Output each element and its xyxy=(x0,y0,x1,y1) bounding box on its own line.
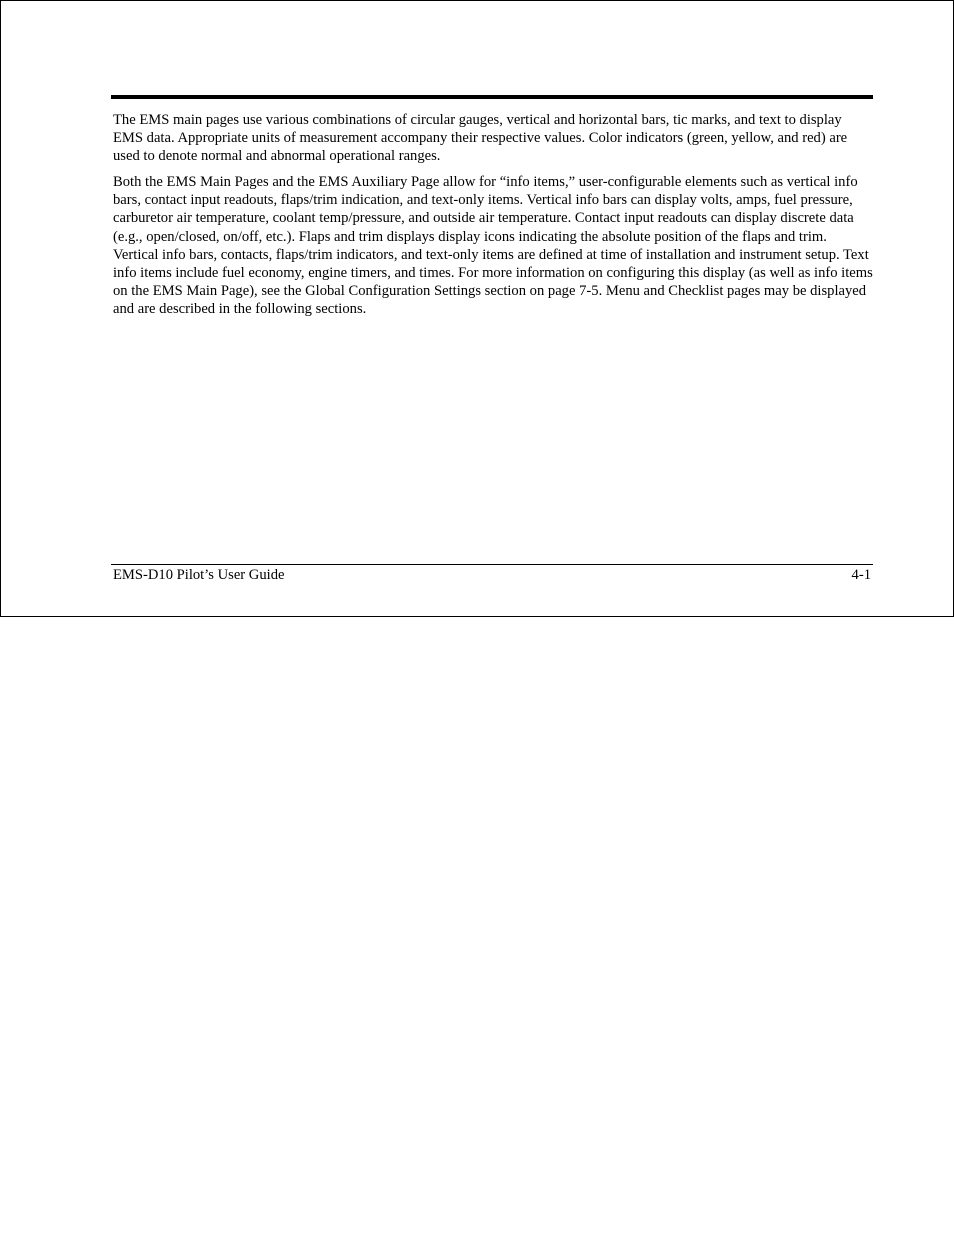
body-text xyxy=(113,111,873,326)
footer-title: EMS-D10 Pilot’s User Guide xyxy=(113,567,285,583)
paragraph-intro: The EMS main pages use various combinations of circular gauges, vertical and horizontal bars, tic marks, and text to display EMS data. Appropriate units of measurement accompany their respective values. Color indicators (green, yellow, and red) are used to denote normal and abnormal operational ranges. xyxy=(113,112,848,165)
header-rule xyxy=(111,95,873,99)
footer-rule xyxy=(111,564,873,565)
paragraph-info-items: Both the EMS Main Pages and the EMS Auxiliary Page allow for “info items,” user-configurable elements such as vertical info bars, contact input readouts, flaps/trim indication, and text-only items. Vertical info bars can display volts, amps, fuel pressure, carburetor air temperature, coolant temp/pressure, and outside air temperature. Contact input readouts can display discrete data (e.g., open/closed, on/off, etc.). Flaps and trim displays display icons indicating the absolute position of the flaps and trim. Vertical info bars, contacts, flaps/trim indicators, and text-only items are defined at time of installation and instrument setup. Text info items include fuel economy, engine timers, and times. For more information on configuring this display (as well as info items on the EMS Main Page), see the Global Configuration Settings section on page 7-5. Menu and Checklist pages may be displayed and are described in the following sections. xyxy=(113,174,873,317)
page-number: 4-1 xyxy=(851,567,871,583)
document-page xyxy=(0,0,954,617)
page-footer xyxy=(113,566,871,584)
